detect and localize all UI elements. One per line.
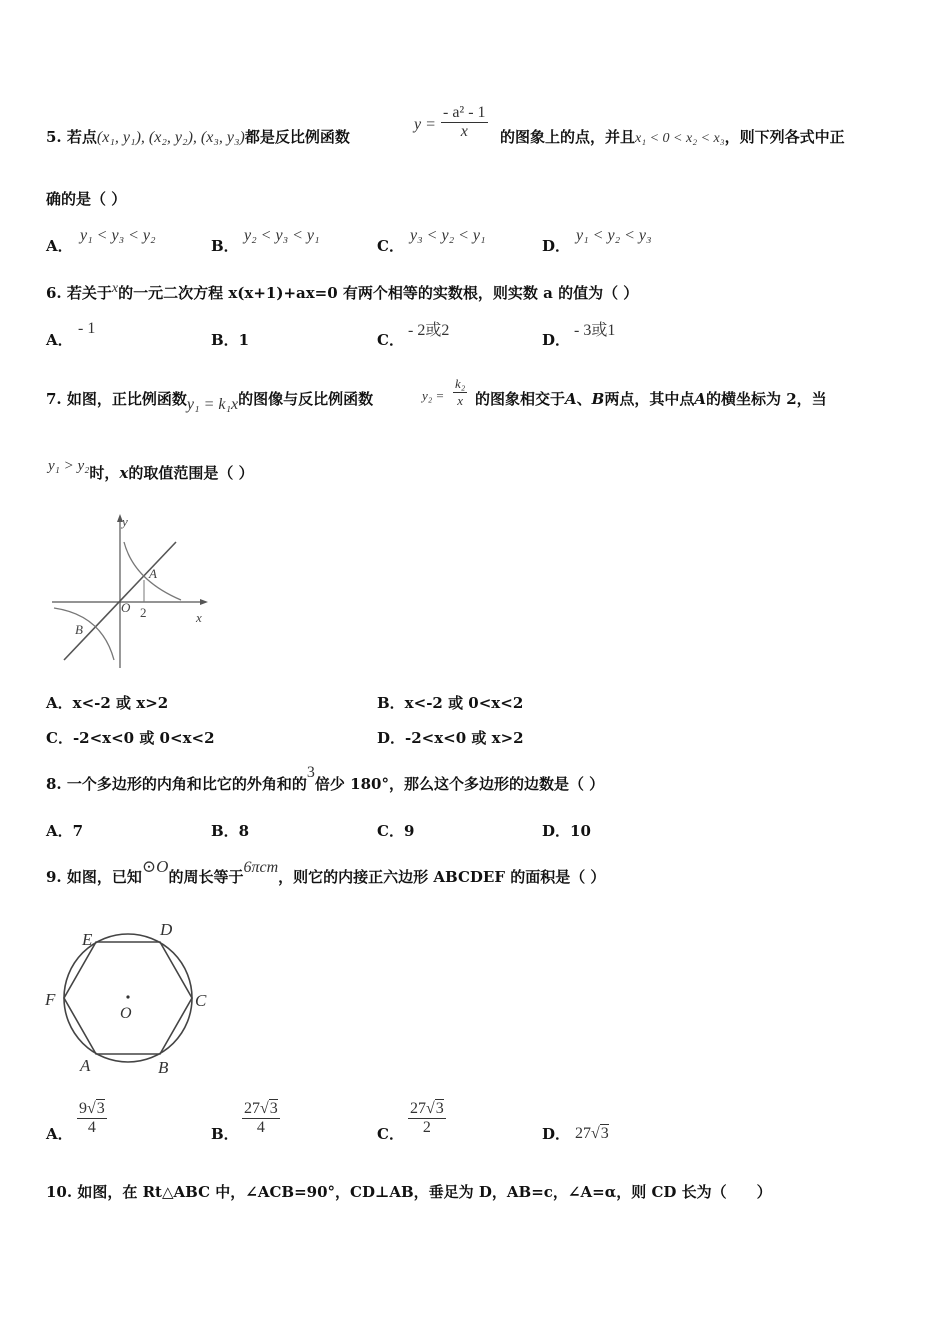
q5-text3: 的图象上的点，并且 (500, 128, 636, 146)
q10-stem (46, 1182, 772, 1202)
q9-option-c-rad: 3 (435, 1100, 444, 1117)
q8-option-c: C．9 (377, 822, 415, 840)
q9-label-b: B (158, 1058, 169, 1077)
q9-label-o: O (120, 1005, 132, 1022)
q7-origin-label: O (121, 600, 131, 615)
q9-option-a-den: 4 (77, 1118, 107, 1137)
q7-point-a-label: A (149, 566, 157, 581)
q7-func2-fraction (453, 376, 467, 409)
q9-option-a-fraction: $\frac{9√3}{4}$ (79, 1100, 105, 1136)
q7-text7: 的取值范围是（ ） (128, 464, 254, 482)
q7-point-b-label: B (75, 622, 83, 637)
q10-number: 10. (46, 1183, 73, 1201)
q5-func-fraction (441, 104, 488, 141)
q5-option-d-expr: y₁ < y₂ < y₃ (576, 227, 652, 244)
q5-line2 (46, 189, 126, 209)
q8-multiplier: 3 (306, 764, 315, 781)
q9-label-c: C (195, 991, 207, 1010)
q9-center-dot (126, 995, 129, 998)
q7-point-b: B (591, 390, 605, 408)
q7-func1: y₁ = k₁x (186, 396, 239, 413)
q9-text3: ，则它的内接正六边形 ABCDEF 的面积是（ ） (278, 868, 606, 886)
q7-func2-denominator: x (453, 392, 467, 409)
q9-option-a-label: A． (46, 1125, 73, 1143)
q7-text5: 的横坐标为 2，当 (706, 390, 827, 408)
q5-option-c-expr: y₃ < y₂ < y₁ (410, 227, 486, 244)
q7-point-a2: A (694, 390, 707, 408)
q7-point-a: A (565, 390, 577, 408)
q9-option-c-den: 2 (408, 1118, 446, 1137)
q9-stem (46, 857, 606, 888)
q9-text2: 的周长等于 (168, 868, 244, 886)
q6-option-b-label: B．1 (211, 331, 250, 349)
q9-option-a-rad: 3 (96, 1100, 105, 1117)
q7-text1: 如图，正比例函数 (66, 390, 187, 408)
q6-option-c-expr: - 2或2 (408, 322, 450, 339)
q8-stem (46, 764, 605, 795)
q5-option-c-label: C． (377, 237, 404, 255)
q9-option-d-rad: 3 (600, 1125, 609, 1142)
q9-option-c-coef: 27 (410, 1100, 426, 1117)
q7-option-c: C．-2<x<0 或 0<x<2 (46, 729, 215, 747)
q9-label-a: A (80, 1056, 91, 1075)
q7-text3: 的图象相交于 (475, 390, 566, 408)
q9-label-e: E (82, 930, 93, 949)
q7-graph (46, 510, 216, 670)
q9-option-b-label: B． (211, 1125, 239, 1143)
q9-option-d-label: D． (542, 1125, 571, 1143)
q9-option-d-expr: 27√3 (575, 1125, 609, 1142)
q9-circle: ⊙O (141, 857, 169, 876)
q5-text1: 若点 (66, 128, 97, 146)
q7-option-b: B．x<-2 或 0<x<2 (377, 694, 524, 712)
q8-text2: 倍少 180°，那么这个多边形的边数是（ ） (314, 775, 605, 793)
q7-tick-2: 2 (140, 605, 147, 620)
q8-text1: 一个多边形的内角和比它的外角和的 (66, 775, 307, 793)
q7-line1 (46, 389, 374, 413)
q5-option-d-label: D． (542, 237, 571, 255)
q5-number: 5. (46, 128, 62, 146)
q7-xvar: x (119, 464, 129, 482)
q6-text2: 的一元二次方程 x(x+1)+ax=0 有两个相等的实数根，则实数 a 的值为（ ） (118, 284, 639, 302)
q10-text: 如图，在 Rt△ABC 中，∠ACB=90°，CD⊥AB，垂足为 D，AB=c，∠A=α，则 CD 长为（ ） (77, 1183, 772, 1201)
q5-condition: x₁ < 0 < x₂ < x₃ (635, 131, 725, 146)
q7-func2-lhs: y₂ = (422, 388, 445, 403)
q9-option-b-fraction: $\frac{27√3}{4}$ (244, 1100, 278, 1136)
q6-option-c-label: C． (377, 331, 404, 349)
q6-variable: x (111, 281, 119, 296)
q9-option-d-coef: 27 (575, 1125, 591, 1142)
q5-points: (x₁, y₁), (x₂, y₂), (x₃, y₃) (96, 129, 245, 146)
q5-text5: 确的是（ ） (46, 190, 127, 208)
q8-option-a: A．7 (46, 822, 84, 840)
q7-y-label: y (122, 514, 128, 529)
q8-option-d: D．10 (542, 822, 591, 840)
q5-text2: 都是反比例函数 (244, 128, 350, 146)
q7-line2 (48, 458, 254, 484)
q7-line1b (475, 389, 827, 409)
q6-option-a-expr: - 1 (78, 320, 96, 337)
q7-x-arrow (200, 599, 208, 605)
q6-text1: 若关于 (66, 284, 112, 302)
q9-option-c-fraction: $\frac{27√3}{2}$ (410, 1100, 444, 1136)
q7-text2: 的图像与反比例函数 (238, 390, 374, 408)
q9-option-b-rad: 3 (269, 1100, 278, 1117)
q9-label-d: D (160, 920, 173, 939)
q5-func-numerator: - a² - 1 (443, 104, 486, 121)
q9-option-a-coef: 9 (79, 1100, 87, 1117)
q9-figure (40, 915, 220, 1080)
q9-text1: 如图，已知 (66, 868, 142, 886)
q9-option-b-den: 4 (242, 1118, 280, 1137)
q9-label-f: F (45, 990, 56, 1009)
q7-condition: y₁ > y₂ (48, 458, 90, 474)
q6-stem (46, 283, 638, 305)
q7-x-label: x (196, 610, 202, 625)
q8-number: 8. (46, 775, 62, 793)
q5-option-b-expr: y₂ < y₃ < y₁ (244, 227, 320, 244)
q7-option-a: A．x<-2 或 x>2 (46, 694, 169, 712)
q7-text4: 两点，其中点 (604, 390, 695, 408)
q7-text6: 时， (89, 464, 120, 482)
q9-number: 9. (46, 868, 62, 886)
q9-length: 6πcm (243, 859, 279, 876)
q7-sep: 、 (576, 390, 592, 408)
q6-option-d-expr: - 3或1 (574, 322, 616, 339)
q6-option-d-label: D． (542, 331, 571, 349)
q5-option-a-expr: y₁ < y₃ < y₂ (80, 227, 156, 244)
q8-option-b: B．8 (211, 822, 250, 840)
q9-option-c-label: C． (377, 1125, 404, 1143)
q7-number: 7. (46, 390, 62, 408)
q7-option-d: D．-2<x<0 或 x>2 (377, 729, 524, 747)
q6-number: 6. (46, 284, 62, 302)
q5-func-denominator: x (441, 122, 488, 141)
q7-func2-numerator: k₂ (455, 376, 466, 391)
q5-option-b-label: B． (211, 237, 239, 255)
q5-func-lhs: y = (414, 116, 436, 133)
q9-option-b-coef: 27 (244, 1100, 260, 1117)
q5-line1 (46, 127, 350, 148)
q5-option-a-label: A． (46, 237, 73, 255)
q5-line1b (500, 127, 845, 149)
q6-option-a-label: A． (46, 331, 73, 349)
q5-text4: ，则下列各式中正 (724, 128, 845, 146)
